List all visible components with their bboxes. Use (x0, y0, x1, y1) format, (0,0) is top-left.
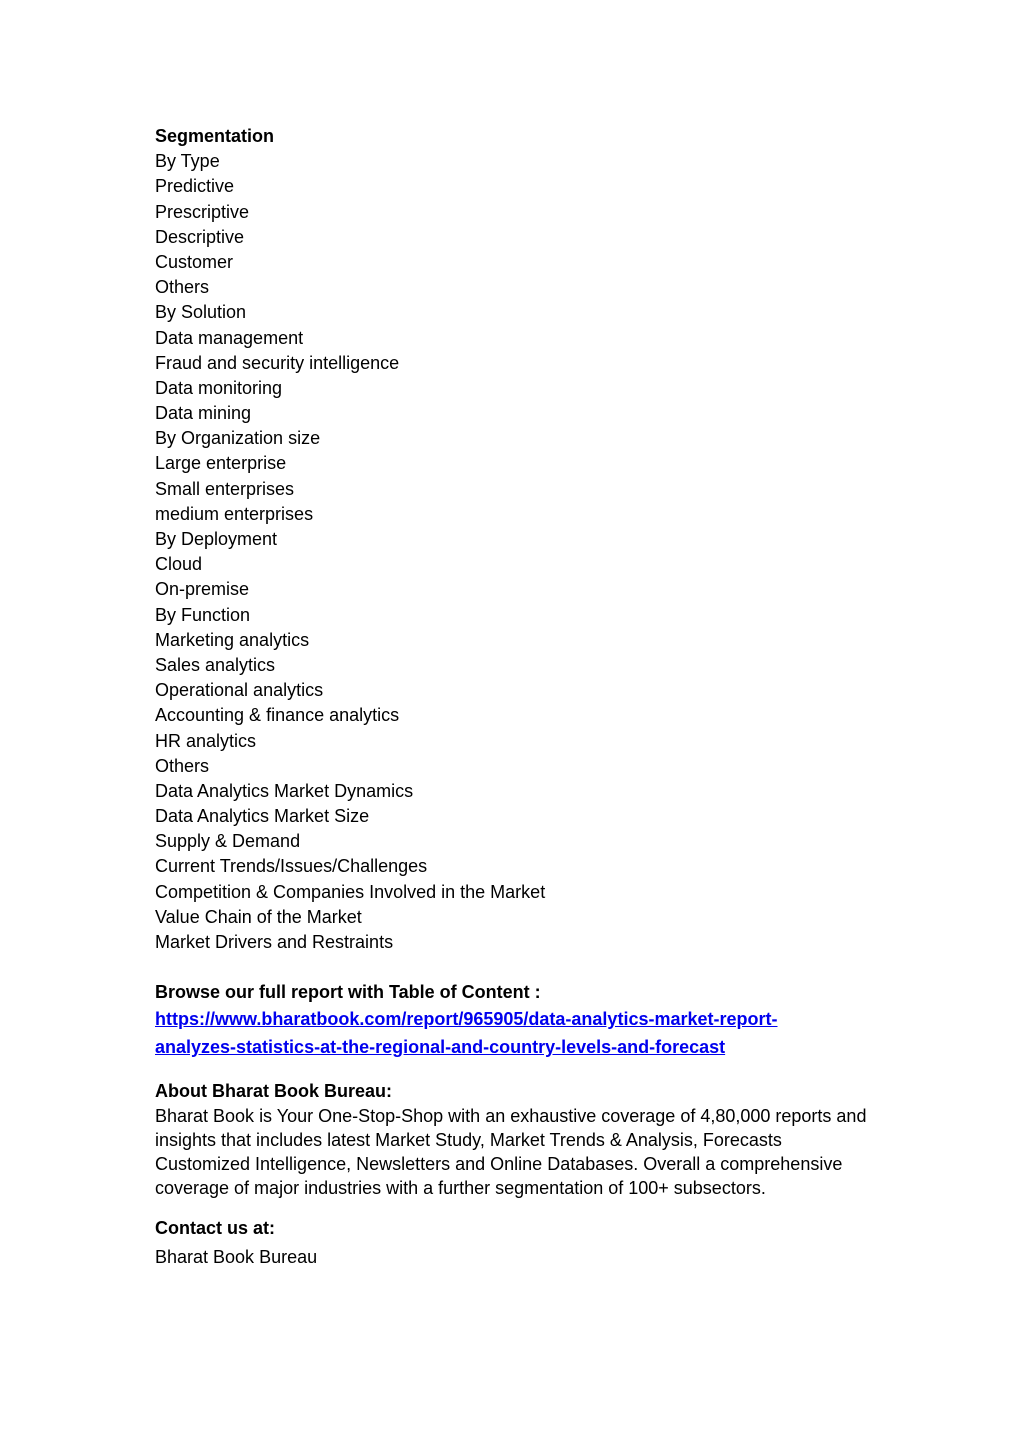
contact-name: Bharat Book Bureau (155, 1247, 318, 1268)
list-item: Supply & Demand (155, 831, 301, 852)
document-page (155, 124, 875, 1271)
segmentation-heading: Segmentation (155, 126, 275, 146)
list-item: Cloud (155, 554, 203, 575)
list-item: By Organization size (155, 428, 321, 449)
list-item: Customer (155, 251, 234, 272)
list-item: By Solution (155, 302, 247, 323)
browse-heading: Browse our full report with Table of Content : (155, 982, 541, 1003)
report-link[interactable]: https://www.bharatbook.com/report/965905/data-analytics-market-report-analyzes-statistics-at-the-regional-and-country-levels-and-forecast (155, 1009, 778, 1058)
list-item: Value Chain of the Market (155, 906, 362, 927)
about-heading: About Bharat Book Bureau: (155, 1081, 393, 1102)
list-item: Others (155, 277, 210, 298)
list-item: Others (155, 755, 210, 776)
list-item: Data Analytics Market Size (155, 806, 370, 827)
list-item: By Deployment (155, 529, 278, 549)
list-item: Large enterprise (155, 453, 287, 474)
list-item: Operational analytics (155, 680, 324, 701)
list-item: Data Analytics Market Dynamics (155, 780, 414, 801)
list-item: Marketing analytics (155, 629, 310, 650)
list-item: Competition & Companies Involved in the Market (155, 881, 546, 902)
list-item: Current Trends/Issues/Challenges (155, 856, 428, 877)
list-item: HR analytics (155, 730, 257, 751)
list-item: Market Drivers and Restraints (155, 932, 394, 952)
about-paragraph: Bharat Book is Your One-Stop-Shop with an exhaustive coverage of 4,80,000 reports and insights that includes latest Market Study, Market Trends & Analysis, Forecasts Customized Intelligence, Newsletters and Online Databases. Overall a comprehensive coverage of major industries with a further segmentation of 100+ subsectors. (155, 1106, 867, 1199)
list-item: Data management (155, 327, 304, 348)
list-item: Prescriptive (155, 201, 250, 222)
segmentation-list (155, 149, 875, 955)
list-item: Sales analytics (155, 654, 276, 675)
list-item: By Type (155, 151, 220, 172)
contact-section (155, 1216, 875, 1271)
contact-heading: Contact us at: (155, 1218, 276, 1239)
about-section (155, 1079, 875, 1200)
browse-section (155, 980, 875, 1061)
list-item: Predictive (155, 176, 235, 197)
list-item: Small enterprises (155, 478, 295, 499)
list-item: By Function (155, 604, 251, 625)
list-item: Accounting & finance analytics (155, 705, 400, 726)
list-item: medium enterprises (155, 503, 314, 524)
list-item: On-premise (155, 579, 250, 600)
list-item: Data mining (155, 403, 252, 424)
list-item: Fraud and security intelligence (155, 352, 400, 373)
list-item: Data monitoring (155, 377, 283, 398)
list-item: Descriptive (155, 226, 245, 247)
